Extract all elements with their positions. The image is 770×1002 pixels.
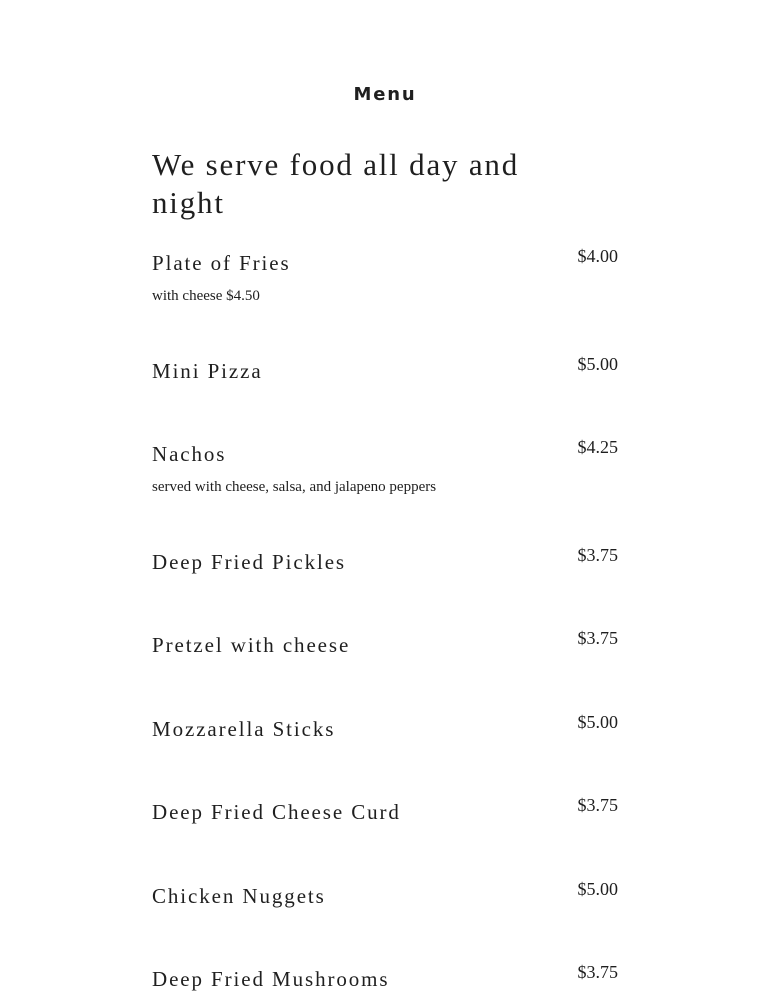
menu-item-name: Deep Fried Cheese Curd [152, 800, 401, 824]
menu-item-name: Deep Fried Pickles [152, 550, 346, 574]
section-label: Menu [353, 84, 417, 105]
menu-item-name: Nachos [152, 442, 227, 466]
menu-item-nachos [152, 437, 618, 501]
menu-item-deep-fried-mushrooms [152, 962, 618, 996]
menu-item-price: $3.75 [577, 545, 618, 565]
menu-item-description: with cheese $4.50 [152, 288, 260, 304]
menu-item-price: $4.25 [577, 437, 618, 457]
menu-item-description: served with cheese, salsa, and jalapeno peppers [152, 479, 437, 495]
menu-item-price: $5.00 [577, 712, 618, 732]
menu-item-deep-fried-cheese-curd [152, 795, 618, 859]
menu-item-price: $3.75 [577, 795, 618, 815]
menu-headline: We serve food all day and night [152, 147, 520, 220]
menu-item-name: Mozzarella Sticks [152, 717, 336, 741]
menu-item-price: $4.00 [577, 246, 618, 266]
menu-item-mini-pizza [152, 354, 618, 418]
menu-item-pretzel-with-cheese [152, 628, 618, 692]
menu-item-name: Chicken Nuggets [152, 884, 326, 908]
menu-item-mozzarella-sticks [152, 712, 618, 776]
menu-item-deep-fried-pickles [152, 545, 618, 609]
menu-item-name: Mini Pizza [152, 359, 263, 383]
menu-item-chicken-nuggets [152, 879, 618, 943]
menu-item-name: Pretzel with cheese [152, 633, 351, 657]
menu-item-price: $3.75 [577, 962, 618, 982]
menu-item-name: Deep Fried Mushrooms [152, 967, 390, 991]
menu-item-plate-of-fries [152, 246, 618, 310]
menu-item-price: $5.00 [577, 354, 618, 374]
menu-item-price: $5.00 [577, 879, 618, 899]
menu-item-price: $3.75 [577, 628, 618, 648]
menu-item-name: Plate of Fries [152, 251, 291, 275]
